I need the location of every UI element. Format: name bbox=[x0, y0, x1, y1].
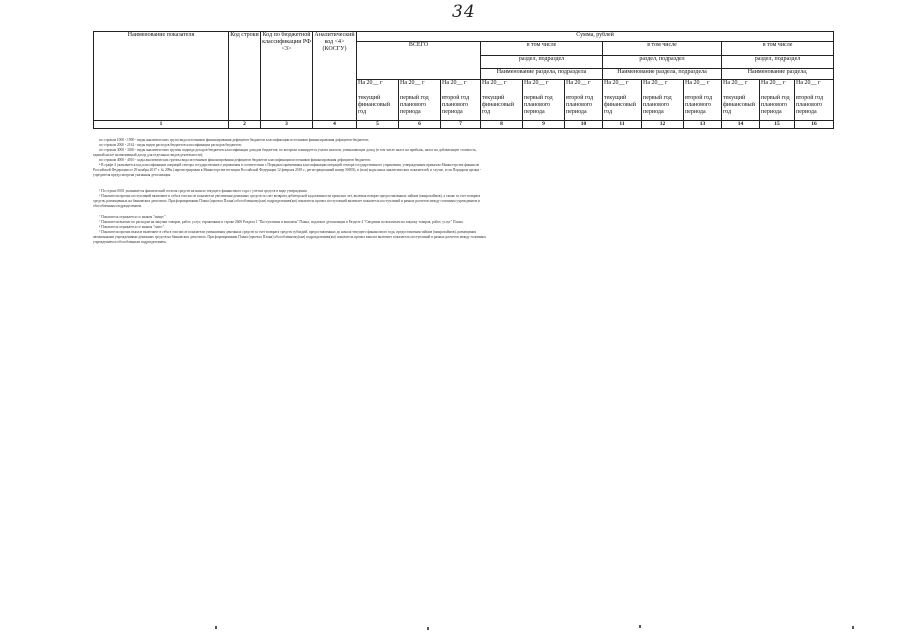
column-number: 15 bbox=[760, 121, 795, 129]
year-cell-bottom: второй год планового периода bbox=[796, 95, 824, 115]
year-cell-bottom: первый год планового периода bbox=[761, 95, 790, 115]
year-cell bbox=[722, 80, 760, 121]
column-number: 6 bbox=[399, 121, 441, 129]
header-section-sub-1: раздел, подраздел bbox=[481, 56, 603, 69]
footnote-line: Российской Федерации от 29 ноября 2017 г. № 209н (зарегистрирован в Министерстве юстиции Российской Федерации 12 февраля 2018 г., регистрационный номер 50003), и (или) коды иных аналитических показателей, в случае, если Порядком органа - bbox=[93, 168, 482, 172]
footnote-line: по строкам 4000 - 4010 - коды аналитических группы вида источников финансирования дефицитов бюджетов классификации источников финансирования дефицитов бюджетов. bbox=[99, 158, 371, 162]
year-cell-top: На 20__ г bbox=[723, 80, 748, 86]
column-number: 16 bbox=[795, 121, 834, 129]
year-cell bbox=[603, 80, 642, 121]
header-section-name-3: Наименование раздела, bbox=[722, 69, 834, 80]
year-cell bbox=[684, 80, 722, 121]
footnote-line: обособленным подразделением. bbox=[93, 204, 143, 208]
year-cell-top: На 20__ г bbox=[604, 80, 629, 86]
column-number: 9 bbox=[523, 121, 565, 129]
header-section-name-1: Наименование раздела, подраздела bbox=[481, 69, 603, 80]
footnote-line: учреждением и обособленным подразделением. bbox=[93, 240, 167, 244]
year-cell-bottom: текущий финансовый год bbox=[604, 95, 636, 115]
footnote-line: автономными учреждениями денежных средств на банковских депозитах. При формировании Плана (проекта Плана) обособленному(ым) подразделению(ям) показатель прочих выплат включает показатель поступлений в рамках расчетов между головным bbox=[93, 235, 486, 239]
year-cell-bottom: первый год планового периода bbox=[643, 95, 672, 115]
year-cell bbox=[795, 80, 834, 121]
column-number: 5 bbox=[357, 121, 399, 129]
header-indicator-name: Наименование показателя bbox=[94, 32, 229, 121]
footnote-line: по строкам 1000 - 1990 - виды аналитических групп вида источников финансирования дефицитов бюджетов классификации источников финансирования дефицитов бюджетов; bbox=[99, 138, 369, 142]
year-cell bbox=[357, 80, 399, 121]
column-number: 14 bbox=[722, 121, 760, 129]
year-cell bbox=[565, 80, 603, 121]
year-cell-top: На 20__ г bbox=[566, 80, 591, 86]
scan-speck bbox=[427, 627, 429, 630]
header-sum-rubles: Сумма, рублей bbox=[357, 32, 834, 42]
year-cell-top: На 20__ г bbox=[761, 80, 786, 86]
year-cell-bottom: второй год планового периода bbox=[566, 95, 594, 115]
year-cell-top: На 20__ г bbox=[643, 80, 668, 86]
year-cell bbox=[441, 80, 481, 121]
footnote-line: по строкам 2000 - 2162 - виды видов расходов бюджетов классификации расходов бюджетов; bbox=[99, 143, 242, 147]
year-cell bbox=[399, 80, 441, 121]
column-number: 7 bbox=[441, 121, 481, 129]
year-cell bbox=[760, 80, 795, 121]
footnote-line: ⁵ По строке 0001 указывается фактический остаток средств на начало текущего финансового года с учетом средств в виде утверждения bbox=[99, 189, 307, 193]
footnote-line: ⁶ Показатели прочих поступлений включают в себя в том числе показатели увеличения денежных средств за счет возврата дебиторской задолженности прошлых лет, включая возврат предоставленных займов (микрозаймов), а также за счет возврата bbox=[99, 194, 481, 198]
header-analytic-code: Аналитический код <4> (КОСГУ) bbox=[313, 32, 357, 121]
column-number: 2 bbox=[229, 121, 261, 129]
column-number: 11 bbox=[603, 121, 642, 129]
header-total: ВСЕГО bbox=[357, 42, 481, 80]
footnote-line: по строкам 3000 - 3030 - виды аналитических группы подвида доходов бюджетов классификации доходов бюджетов, по которым планируется уплата налогов, уменьшающих доход (в том числе налог на прибыль, налог на добавленную стоимость, bbox=[99, 148, 477, 152]
year-cell-bottom: текущий финансовый год bbox=[723, 95, 755, 115]
header-section-sub-3: раздел, подраздел bbox=[722, 56, 834, 69]
page-number: 34 bbox=[452, 2, 476, 22]
column-number: 1 bbox=[94, 121, 229, 129]
header-incl-3: в том числе bbox=[722, 42, 834, 56]
footnote-line: учредителя предусмотрена указанная детализация. bbox=[93, 173, 172, 177]
column-number: 12 bbox=[642, 121, 684, 129]
year-cell bbox=[523, 80, 565, 121]
year-cell-bottom: текущий финансовый год bbox=[482, 95, 514, 115]
year-cell-top: На 20__ г bbox=[442, 80, 467, 86]
footnote-line: ⁸ Показатель отражается со знаком "плюс". bbox=[99, 225, 165, 229]
budget-table bbox=[93, 31, 834, 129]
year-cell-top: На 20__ г bbox=[358, 80, 383, 86]
header-incl-2: в том числе bbox=[603, 42, 722, 56]
year-cell-top: На 20__ г bbox=[400, 80, 425, 86]
year-cell bbox=[642, 80, 684, 121]
header-budget-classification-code: Код по бюджетной классификации РФ <3> bbox=[261, 32, 313, 121]
header-section-sub-2: раздел, подраздел bbox=[603, 56, 722, 69]
header-line-code: Код строки bbox=[229, 32, 261, 121]
year-cell-bottom: второй год планового периода bbox=[442, 95, 470, 115]
year-cell-bottom: первый год планового периода bbox=[524, 95, 553, 115]
footnote-line: ⁷ Показатели выплат по расходам на закупки товаров, работ, услуг, отраженные в строке 2600 Раздела 1 "Поступления и выплаты" Плана, подлежат детализации в Разделе 2 "Сведения по выплатам на закупку товаров, работ, услуг" Плана. bbox=[99, 220, 464, 224]
year-cell bbox=[481, 80, 523, 121]
header-section-name-2: Наименование раздела, подраздела bbox=[603, 69, 722, 80]
footnote-line: ⁹ Показатели прочих выплат включают в себя в том числе показатели уменьшения денежных средств за счет возврата средств субсидий, предоставленных до начала текущего финансового года, предоставления займов (микрозаймов), размещения bbox=[99, 230, 476, 234]
column-number: 13 bbox=[684, 121, 722, 129]
scan-speck bbox=[215, 626, 217, 629]
column-number: 10 bbox=[565, 121, 603, 129]
footnote-line: ⁴ В графе 4 указывается код классификации операций сектора государственного управления в соответствии с Порядком применения классификации операций сектора государственного управления, утвержденным приказом Министерства финансов bbox=[99, 163, 480, 167]
header-incl-1: в том числе bbox=[481, 42, 603, 56]
year-cell-top: На 20__ г bbox=[482, 80, 507, 86]
year-cell-top: На 20__ г bbox=[524, 80, 549, 86]
footnote-line: ⁷ Показатель отражается со знаком "минус". bbox=[99, 215, 167, 219]
year-cell-bottom: второй год планового периода bbox=[685, 95, 713, 115]
scan-speck bbox=[639, 625, 641, 628]
year-cell-bottom: текущий финансовый год bbox=[358, 95, 390, 115]
footnote-line: средств, размещенных на банковских депозитах. При формировании Плана (проекта Плана) обособленному(ым) подразделению(ям) показатель прочих поступлений включает показатель поступлений в рамках расчетов между головным учреждением и bbox=[93, 199, 480, 203]
column-number: 3 bbox=[261, 121, 313, 129]
scan-speck bbox=[852, 626, 854, 629]
year-cell-bottom: первый год планового периода bbox=[400, 95, 429, 115]
column-number: 4 bbox=[313, 121, 357, 129]
year-cell-top: На 20__ г bbox=[685, 80, 710, 86]
footnotes bbox=[93, 138, 838, 245]
year-cell-top: На 20__ г bbox=[796, 80, 821, 86]
footnote-line: единый налог на вмененный доход для отдельных видов деятельности); bbox=[93, 153, 204, 157]
column-number: 8 bbox=[481, 121, 523, 129]
